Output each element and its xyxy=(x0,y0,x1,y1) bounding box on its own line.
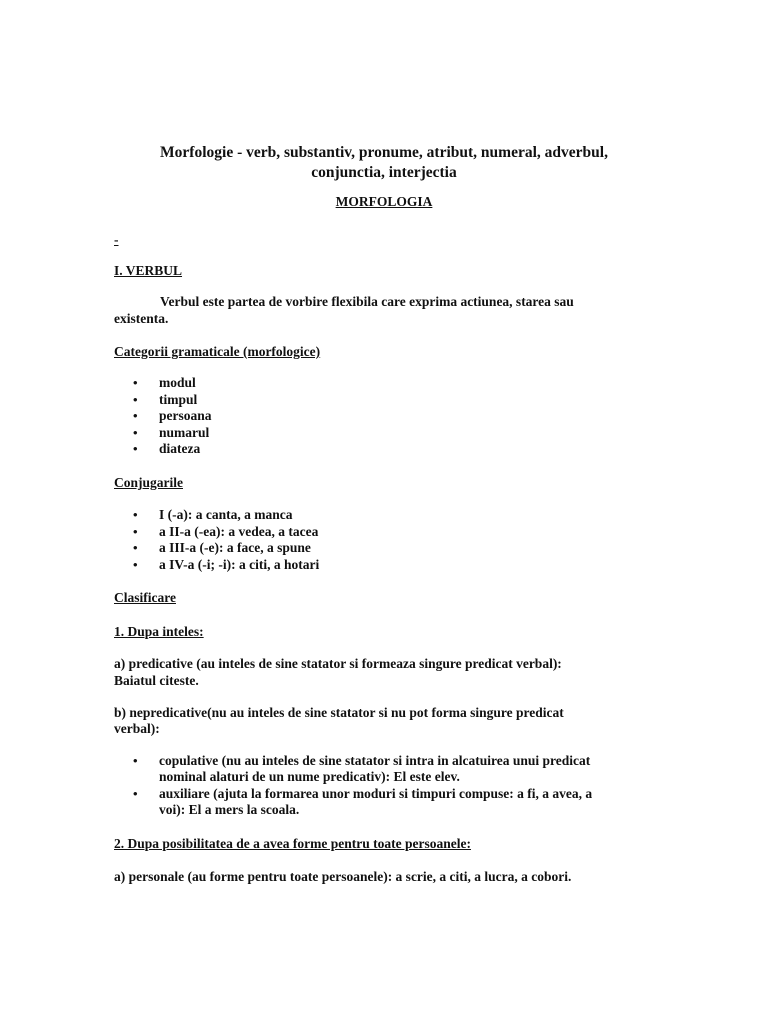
dupa-inteles-heading: 1. Dupa inteles: xyxy=(114,624,204,639)
list-item: • a III-a (-e): a face, a spune xyxy=(133,540,311,555)
nepredicative-line1: b) nepredicative(nu au inteles de sine statator si nu pot forma singure predicat xyxy=(114,705,564,720)
document-title-line2: conjunctia, interjectia xyxy=(311,164,457,181)
bullet-icon: • xyxy=(133,557,138,572)
bullet-icon: • xyxy=(133,375,138,390)
predicative-line2: Baiatul citeste. xyxy=(114,673,199,688)
conjugari-heading: Conjugarile xyxy=(114,475,183,490)
list-item: • diateza xyxy=(133,441,201,456)
list-item: • timpul xyxy=(133,392,198,407)
bullet-icon: • xyxy=(133,441,138,456)
list-item: • persoana xyxy=(133,408,212,423)
list-item: • numarul xyxy=(133,425,210,440)
definition-line1: Verbul este partea de vorbire flexibila care exprima actiunea, starea sau xyxy=(160,294,574,309)
definition-line2: existenta. xyxy=(114,311,169,326)
list-item-continuation: voi): El a mers la scoala. xyxy=(159,802,300,817)
bullet-icon: • xyxy=(133,753,138,768)
document-title-line1: Morfologie - verb, substantiv, pronume, atribut, numeral, adverbul, xyxy=(160,144,608,161)
predicative-line1: a) predicative (au inteles de sine statator si formeaza singure predicat verbal): xyxy=(114,656,562,671)
nepredicative-line2: verbal): xyxy=(114,721,160,736)
bullet-icon: • xyxy=(133,540,138,555)
section-heading-verbul: I. VERBUL xyxy=(114,263,183,278)
document-subtitle: MORFOLOGIA xyxy=(335,194,433,209)
bullet-icon: • xyxy=(133,425,138,440)
categorii-heading: Categorii gramaticale (morfologice) xyxy=(114,344,321,359)
list-item: • auxiliare (ajuta la formarea unor moduri si timpuri compuse: a fi, a avea, a xyxy=(133,786,593,801)
posibilitate-heading: 2. Dupa posibilitatea de a avea forme pentru toate persoanele: xyxy=(114,836,471,851)
personale-line: a) personale (au forme pentru toate persoanele): a scrie, a citi, a lucra, a cobori. xyxy=(114,869,572,884)
bullet-icon: • xyxy=(133,392,138,407)
list-item: • I (-a): a canta, a manca xyxy=(133,507,293,522)
list-item: • a IV-a (-i; -i): a citi, a hotari xyxy=(133,557,320,572)
list-item: • modul xyxy=(133,375,196,390)
bullet-icon: • xyxy=(133,507,138,522)
bullet-icon: • xyxy=(133,408,138,423)
bullet-icon: • xyxy=(133,524,138,539)
list-item: • copulative (nu au inteles de sine statator si intra in alcatuirea unui predicat xyxy=(133,753,591,768)
bullet-icon: • xyxy=(133,786,138,801)
list-item-continuation: nominal alaturi de un nume predicativ): El este elev. xyxy=(159,769,460,784)
dash-marker: - xyxy=(114,232,119,247)
clasificare-heading: Clasificare xyxy=(114,590,176,605)
list-item: • a II-a (-ea): a vedea, a tacea xyxy=(133,524,319,539)
